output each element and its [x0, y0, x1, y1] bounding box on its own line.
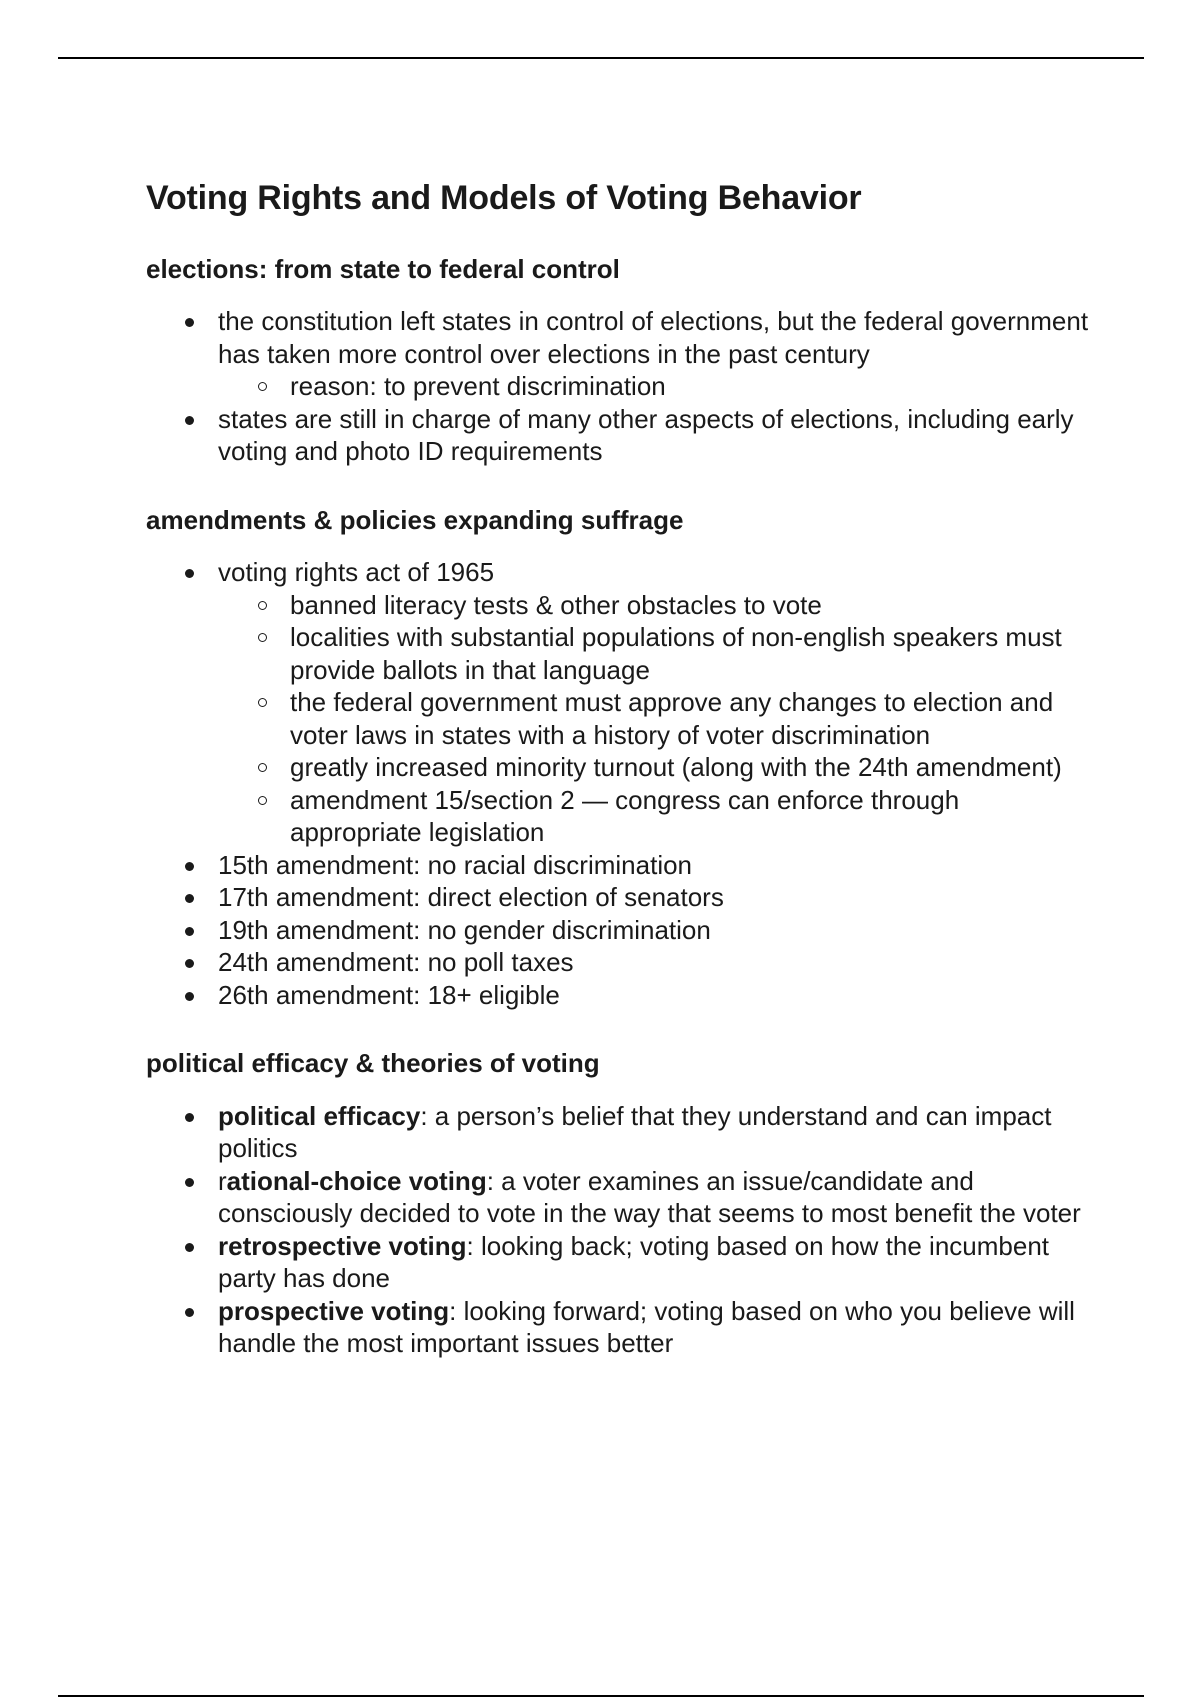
term-label: political efficacy	[218, 1100, 421, 1131]
section-amendments-suffrage	[146, 504, 1096, 1012]
term-first-letter: r	[218, 1165, 227, 1196]
section-elections-control	[146, 253, 1096, 468]
sub-bullet-list	[218, 370, 1096, 403]
list-item: 19th amendment: no gender discrimination	[146, 914, 1096, 947]
list-item	[146, 305, 1096, 403]
term-definition: : a person’s belief that they understand and can impact politics	[218, 1100, 1052, 1164]
section-heading: amendments & policies expanding suffrage	[146, 504, 684, 535]
list-item-text: voting rights act of 1965	[218, 557, 495, 588]
term-label: prospective voting	[218, 1295, 450, 1326]
list-item	[146, 1295, 1096, 1360]
sub-list-item: localities with substantial populations of non-english speakers must provide ballots in that language	[218, 621, 1096, 686]
list-item: 15th amendment: no racial discrimination	[146, 849, 1096, 882]
bullet-list	[146, 556, 1096, 1011]
page-title: Voting Rights and Models of Voting Behavior	[146, 179, 862, 217]
section-heading: political efficacy & theories of voting	[146, 1048, 600, 1079]
term-label: retrospective voting	[218, 1230, 467, 1261]
list-item	[146, 556, 1096, 849]
list-item: 24th amendment: no poll taxes	[146, 946, 1096, 979]
bullet-list	[146, 1100, 1096, 1360]
list-item	[146, 1230, 1096, 1295]
sub-list-item: greatly increased minority turnout (along with the 24th amendment)	[218, 751, 1096, 784]
term-definition: : looking back; voting based on how the incumbent party has done	[218, 1230, 1050, 1294]
list-item: 26th amendment: 18+ eligible	[146, 979, 1096, 1012]
list-item-text: the constitution left states in control of elections, but the federal government has taken more control over elections in the past century	[218, 306, 1089, 369]
list-item	[146, 1100, 1096, 1165]
bullet-list	[146, 305, 1096, 468]
top-rule	[58, 57, 1144, 59]
section-heading: elections: from state to federal control	[146, 253, 620, 284]
list-item: 17th amendment: direct election of senators	[146, 881, 1096, 914]
list-item	[146, 1165, 1096, 1230]
sub-list-item: the federal government must approve any changes to election and voter laws in states with a history of voter discrimination	[218, 686, 1096, 751]
sub-list-item: amendment 15/section 2 — congress can enforce through appropriate legislation	[218, 784, 1096, 849]
bottom-rule	[58, 1695, 1144, 1697]
section-efficacy-theories	[146, 1047, 1096, 1360]
sub-list-item: reason: to prevent discrimination	[218, 370, 1096, 403]
sub-bullet-list	[218, 589, 1096, 849]
term-definition: : a voter examines an issue/candidate and consciously decided to vote in the way that seems to most benefit the voter	[218, 1165, 1081, 1229]
sub-list-item: banned literacy tests & other obstacles to vote	[218, 589, 1096, 622]
term-label: ational-choice voting	[226, 1165, 487, 1196]
document-body	[146, 178, 1096, 1396]
list-item: states are still in charge of many other aspects of elections, including early voting and photo ID requirements	[146, 403, 1096, 468]
term-definition: : looking forward; voting based on who you believe will handle the most important issues better	[218, 1295, 1075, 1359]
